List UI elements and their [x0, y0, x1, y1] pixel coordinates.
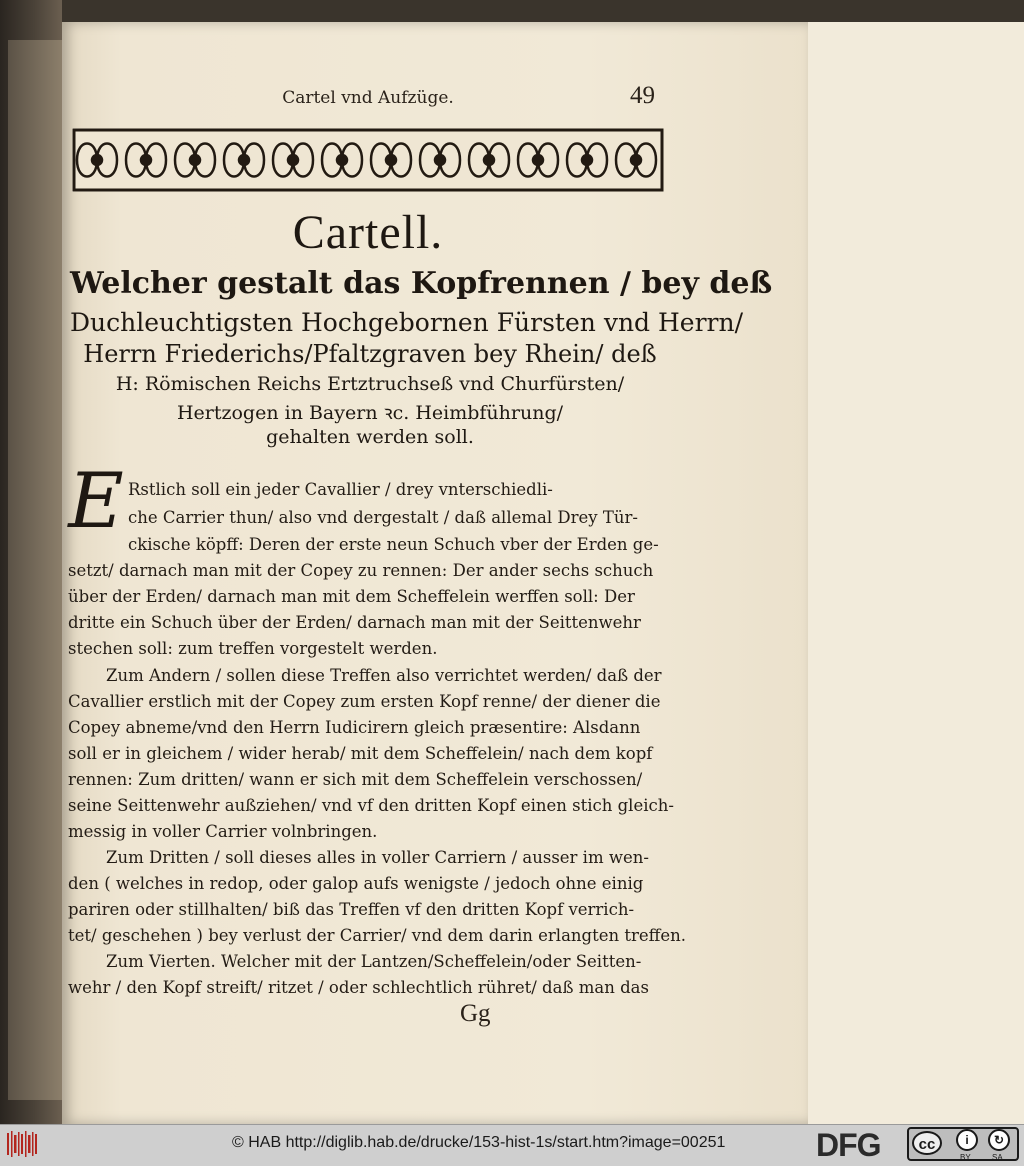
barcode-icon	[6, 1129, 40, 1159]
body-line: über der Erden/ darnach man mit dem Scheffelein werffen soll: Der	[68, 587, 635, 606]
ornament-knot	[582, 155, 592, 165]
page-number: 49	[630, 82, 655, 109]
body-line: soll er in gleichem / wider herab/ mit dem Scheffelein/ nach dem kopf	[68, 744, 653, 763]
heading-line: H: Römischen Reichs Ertztruchseß vnd Churfürsten/	[115, 373, 625, 395]
body-line: seine Seittenwehr außziehen/ vnd vf den dritten Kopf einen stich gleich-	[68, 796, 674, 815]
running-head: Cartel vnd Aufzüge.	[282, 88, 454, 108]
body-line: Copey abneme/vnd den Herrn Iudicirern gleich præsentire: Alsdann	[68, 718, 641, 737]
ornament-knot	[631, 155, 641, 165]
ornament-knot	[141, 155, 151, 165]
drop-cap: E	[68, 456, 124, 545]
catchword: Gg	[460, 1000, 491, 1027]
ornament-knot	[190, 155, 200, 165]
body-line: pariren oder stillhalten/ biß das Treffen vf den dritten Kopf verrich-	[68, 900, 635, 919]
ornament-knot	[386, 155, 396, 165]
body-line: ckische köpff: Deren der erste neun Schuch vber der Erden ge-	[128, 535, 659, 554]
attribution-icon: i	[956, 1129, 978, 1151]
heading-line: Herrn Friederichs/Pfaltzgraven bey Rhein/ deß	[83, 340, 657, 368]
heading-line: Hertzogen in Bayern ꝛc. Heimbführung/	[176, 402, 564, 424]
heading-line: Duchleuchtigsten Hochgebornen Fürsten vnd Herrn/	[70, 308, 744, 337]
right-margin	[808, 22, 1024, 1124]
ornament-knot	[337, 155, 347, 165]
ornament-knot	[484, 155, 494, 165]
body-line: dritte ein Schuch über der Erden/ darnach man mit der Seittenwehr	[68, 613, 641, 632]
body-line: Zum Dritten / soll dieses alles in voller Carriern / ausser im wen-	[106, 848, 649, 867]
body-line: den ( welches in redop, oder galop aufs wenigste / jedoch ohne einig	[68, 874, 644, 893]
body-line: setzt/ darnach man mit der Copey zu rennen: Der ander sechs schuch	[68, 561, 654, 580]
body-line: Zum Andern / sollen diese Treffen also verrichtet werden/ daß der	[106, 666, 662, 685]
body-line: Zum Vierten. Welcher mit der Lantzen/Scheffelein/oder Seitten-	[106, 952, 642, 971]
ornament-knot	[533, 155, 543, 165]
by-label: BY	[960, 1153, 971, 1162]
body-line: rennen: Zum dritten/ wann er sich mit dem Scheffelein verschossen/	[68, 770, 643, 789]
heading-line: Welcher gestalt das Kopfrennen / bey deß	[70, 266, 773, 301]
body-line: stechen soll: zum treffen vorgestelt werden.	[68, 639, 438, 658]
footer-credit-link[interactable]: © HAB http://diglib.hab.de/drucke/153-hist-1s/start.htm?image=00251	[232, 1134, 726, 1151]
ornament-knot	[92, 155, 102, 165]
heading-line: gehalten werden soll.	[266, 426, 474, 448]
body-line: wehr / den Kopf streift/ ritzet / oder schlechtlich rühret/ daß man das	[68, 978, 649, 997]
cc-icon: cc	[912, 1131, 942, 1155]
body-line: tet/ geschehen ) bey verlust der Carrier/ vnd dem darin erlangten treffen.	[68, 926, 687, 945]
body-line: Rstlich soll ein jeder Cavallier / drey vnterschiedli-	[128, 480, 553, 499]
share-alike-icon: ↻	[988, 1129, 1010, 1151]
previous-page-edge	[8, 40, 63, 1100]
page-title: Cartell.	[292, 206, 444, 259]
sa-label: SA	[992, 1153, 1003, 1162]
ornament-knot	[239, 155, 249, 165]
body-line: messig in voller Carrier volnbringen.	[68, 822, 378, 841]
ornament-knot	[435, 155, 445, 165]
ornament-knot	[288, 155, 298, 165]
ornament-band-icon	[72, 128, 664, 192]
dfg-logo: DFG	[816, 1127, 881, 1163]
body-line: che Carrier thun/ also vnd dergestalt / daß allemal Drey Tür-	[128, 508, 638, 527]
body-line: Cavallier erstlich mit der Copey zum ersten Kopf renne/ der diener die	[68, 692, 661, 711]
